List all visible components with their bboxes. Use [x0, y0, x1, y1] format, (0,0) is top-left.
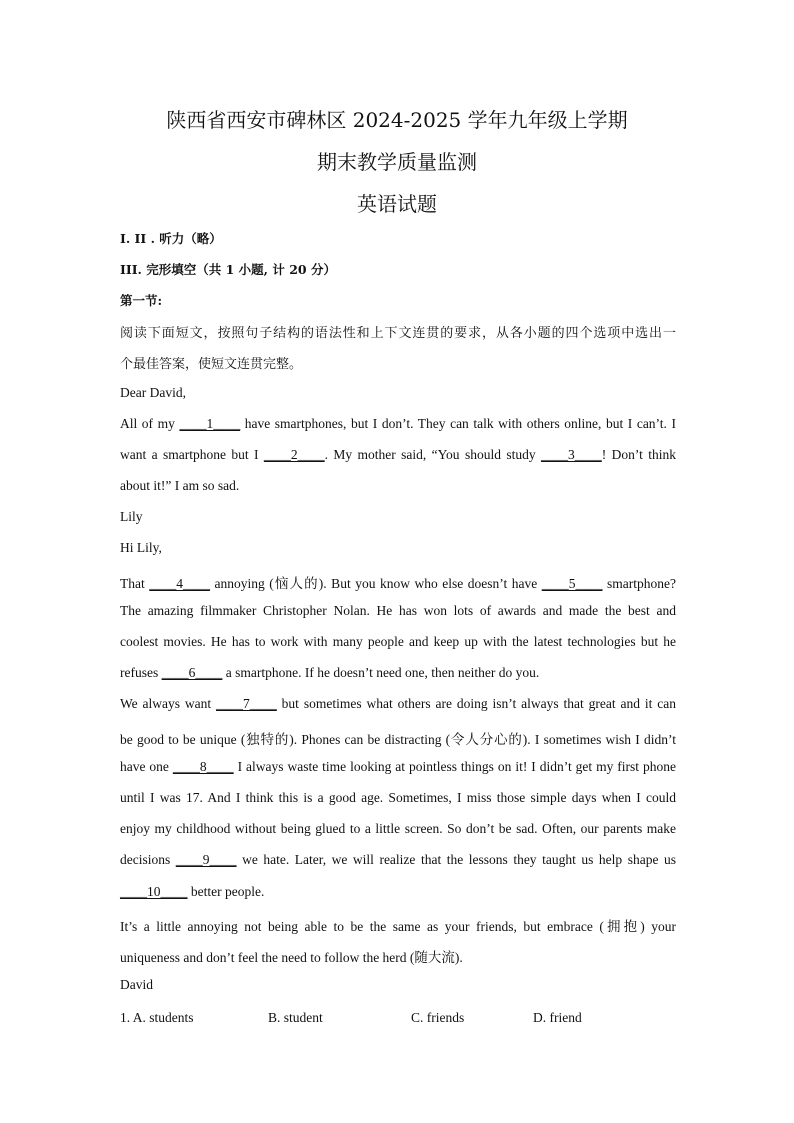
- letter2-p1-line4: [120, 665, 676, 681]
- letter2-greeting: Hi Lily,: [120, 540, 162, 555]
- text-segment: That: [120, 576, 150, 591]
- text-segment: want a smartphone but I: [120, 447, 264, 462]
- text-segment: . My mother said, “You should study: [324, 447, 541, 462]
- text-segment: but sometimes what others are doing isn’t always that great and it can: [276, 696, 676, 711]
- text-segment: better people.: [187, 884, 265, 899]
- blank-5: ____5____: [541, 576, 603, 591]
- text-segment: a smartphone. If he doesn’t need one, then neither do you.: [222, 665, 540, 680]
- text-segment: have one: [120, 759, 173, 774]
- text-segment: annoying (恼人的). But you know who else doesn’t have: [210, 576, 542, 591]
- exam-title-line2: 期末教学质量监测: [317, 150, 477, 174]
- question1-option-c: C. friends: [411, 1010, 465, 1025]
- letter2-p2-line1: [120, 696, 676, 712]
- blank-6: ____6____: [161, 665, 223, 680]
- blank-9: ____9____: [175, 852, 237, 867]
- letter1-line3: about it!” I am so sad.: [120, 478, 240, 493]
- question1-option-d: D. friend: [533, 1010, 582, 1025]
- blank-10: ____10____: [120, 884, 188, 899]
- blank-3: ____3____: [540, 447, 602, 462]
- section-cloze: III. 完形填空（共 1 小题, 计 20 分）: [120, 262, 336, 277]
- text-segment: smartphone?: [602, 576, 676, 591]
- letter2-signature: David: [120, 977, 153, 992]
- letter2-p2-line6: [120, 852, 676, 868]
- text-segment: All of my: [120, 416, 180, 431]
- instructions-line1: 阅读下面短文，按照句子结构的语法性和上下文连贯的要求，从各小题的四个选项中选出一: [120, 326, 676, 341]
- letter2-p2-line5: enjoy my childhood without being glued to a little screen. So don’t be sad. Often, our parents make: [120, 821, 676, 836]
- letter2-p2-line2: be good to be unique (独特的). Phones can be distracting (令人分心的). I sometimes wish I didn’t: [120, 732, 676, 747]
- text-segment: we hate. Later, we will realize that the lessons they taught us help shape us: [236, 852, 676, 867]
- blank-1: ____1____: [179, 416, 241, 431]
- letter2-p3-line1: It’s a little annoying not being able to be the same as your friends, but embrace (拥抱) your: [120, 919, 676, 934]
- blank-8: ____8____: [172, 759, 234, 774]
- letter1-signature: Lily: [120, 509, 143, 524]
- text-segment: refuses: [120, 665, 162, 680]
- letter2-p3-line2: uniqueness and don’t feel the need to follow the herd (随大流).: [120, 950, 463, 965]
- exam-title-line1: 陕西省西安市碑林区 2024-2025 学年九年级上学期: [166, 108, 628, 132]
- letter2-p2-line4: until I was 17. And I think this is a good age. Sometimes, I miss those simple days when I could: [120, 790, 676, 805]
- text-segment: have smartphones, but I don’t. They can talk with others online, but I can’t. I: [240, 416, 676, 431]
- exam-title-line3: 英语试题: [357, 192, 437, 216]
- question1-option-a: 1. A. students: [120, 1010, 194, 1025]
- letter1-line1: [120, 416, 676, 432]
- text-segment: We always want: [120, 696, 217, 711]
- letter2-p1-line2: The amazing filmmaker Christopher Nolan. He has won lots of awards and made the best and: [120, 603, 676, 618]
- text-segment: I always waste time looking at pointless things on it! I didn’t get my first phone: [233, 759, 676, 774]
- blank-2: ____2____: [263, 447, 325, 462]
- letter2-p2-line7: [120, 884, 676, 900]
- instructions-line2: 个最佳答案，使短文连贯完整。: [120, 357, 303, 372]
- text-segment: ! Don’t think: [601, 447, 677, 462]
- text-segment: decisions: [120, 852, 176, 867]
- question1-option-b: B. student: [268, 1010, 323, 1025]
- blank-7: ____7____: [216, 696, 277, 711]
- blank-4: ____4____: [149, 576, 210, 591]
- letter2-p2-line3: [120, 759, 676, 775]
- section-part1: 第一节:: [120, 293, 163, 308]
- letter2-p1-line1: [120, 572, 676, 592]
- section-listening: I. II . 听力（略）: [120, 231, 222, 246]
- letter1-greeting: Dear David,: [120, 385, 186, 400]
- letter1-line2: [120, 447, 676, 463]
- letter2-p1-line3: coolest movies. He has to work with many people and keep up with the latest technologies but he: [120, 634, 676, 649]
